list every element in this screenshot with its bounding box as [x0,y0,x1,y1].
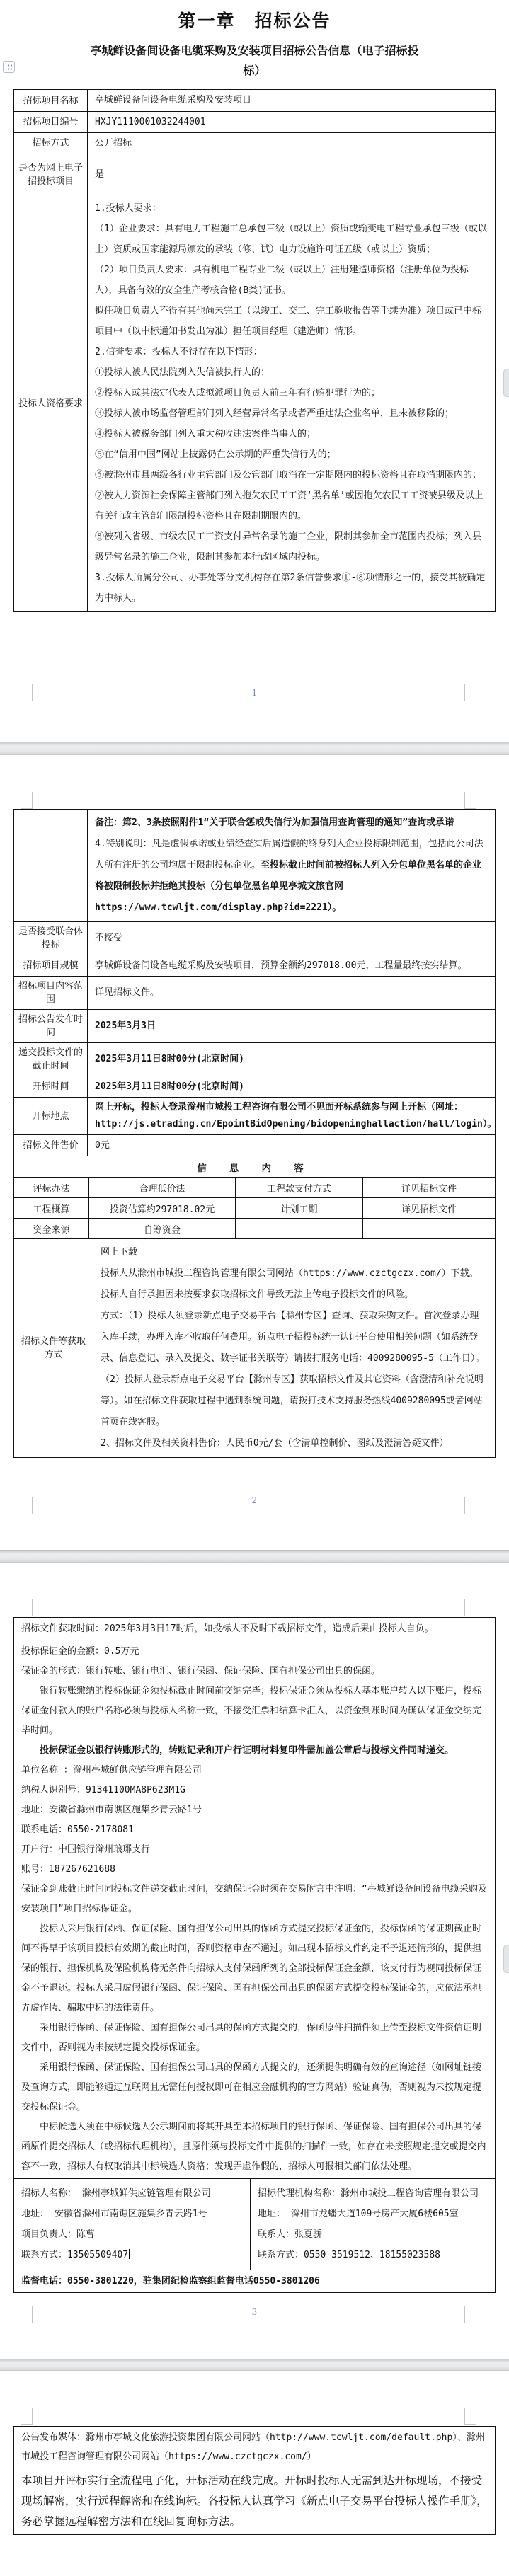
row-label: 招标项目名称 [14,90,88,111]
table-drag-handle-icon[interactable] [3,61,15,73]
text-segment: 保证金到账截止时间同投标文件递交截止时间，交纳保证金时须在交易附言中注明：“亭城鲜设备间设备电缆采购及安装项目”项目招标保证金。 [21,1884,487,1914]
table-row [14,1097,495,1134]
paragraph [95,527,488,568]
text-segment: 至投标截止时间前被招标人列入分包单位黑名单的企业将被限制投标并拒绝其投标（分包单位黑名单见亭城文旅官网https://www.tcwljt.com/display.php?id=2221）。 [95,860,482,913]
row-paragraphs [93,1239,495,1457]
text-segment: 2、招标文件及相关资料售价：人民币0元/套（含清单控制价、图纸及澄清答疑文件） [101,1438,449,1449]
row-label: 招标方式 [14,133,88,154]
paragraph [21,1860,488,1880]
text-segment: ②投标人或其法定代表人或拟派项目负责人前三年有行贿犯罪行为的； [95,388,381,398]
page-4 [0,2371,509,2576]
scrollbar-thumb[interactable] [503,369,509,397]
text-segment: 1.投标人要求： [95,203,161,214]
table-row [14,1134,495,1156]
page-2 [0,755,509,1550]
margin-mark [464,792,476,809]
text-segment: 4.特别说明：凡是虚假承诺或业绩经查实后属造假的终身列入企业投标限制范围，包括此公司法人所有注册的公司均属于限制投标企业。 [95,839,484,870]
paragraph [21,1741,488,1761]
page-gap [0,2359,509,2371]
paragraph [95,834,488,919]
row-value: 2025年3月11日8时00分(北京时间) [95,1054,244,1064]
contact-line: 联系方式：0550-3519512、18155023588 [258,2250,441,2260]
text-segment: 投标人自行承担因未按要求获取招标文件导致无法上传电子投标文件的风险。 [101,1289,414,1300]
text-segment: 银行转账缴纳的投标保证金须投标截止时间前交纳完毕；投标保证金须从投标人基本账户转入以下账户，投标保证金付款人的账户名称必须与投标人名称一致，不接受汇票和结算卡汇入，以资金到账时间为确认保证金交纳完毕时间。 [21,1686,482,1736]
table-row [14,1218,495,1238]
text-segment: 投标保证金的金额：0.5万元 [21,1646,139,1657]
paragraph [21,1761,488,1781]
cell: 工程款支付方式 [236,1178,363,1197]
row-label: 招标公告发布时间 [14,1010,88,1042]
paragraph [101,1263,488,1284]
paragraph [21,1880,488,1919]
row-label: 开标地点 [14,1098,88,1134]
text-segment: ⑥被滁州市县两级各行业主管部门及公管部门取消在一定期限内的投标资格且在取消期限内的； [95,470,482,481]
row-value: 不接受 [95,933,123,943]
text-segment: 方式：（1）投标人须登录新点电子交易平台【滁州专区】查询、获取采购文件。首次登录办理入库手续，办理入库不收取任何费用。新点电子招投标统一认证平台使用相关问题（如系统登录、信息登记、录入及提交、数字证书关联等）请拨打服务电话：4009280095-5（工作日）。 [101,1311,485,1364]
paragraph [95,260,488,301]
contact-line: 地址： 滁州市龙蟠大道109号房产大厦6楼605室 [258,2209,459,2219]
paragraph [101,1433,488,1454]
table-row [14,921,495,955]
row-value: 亭城鲜设备间设备电缆采购及安装项目 [95,95,252,105]
row-label: 是否为网上电子招投标项目 [14,154,88,195]
table-row [14,1177,495,1197]
paragraph [101,1284,488,1306]
tender-info-table-page2 [13,809,496,1458]
row-value: 2025年3月11日8时00分(北京时间) [95,1081,244,1092]
row-value: 公开招标 [95,137,132,149]
table-row [14,111,495,132]
paragraph [101,1242,488,1263]
section-header: 信 息 内 容 [197,1162,312,1174]
paragraph [21,1662,488,1681]
paragraph [21,2117,488,2177]
page-number-2: 2 [251,1495,258,1505]
table-row [14,90,495,111]
row-value: 详见招标文件。 [95,987,160,998]
row-label: 招标项目内容范围 [14,977,88,1009]
text-segment: ⑧被列入省级、市级农民工工资支付异常名录的施工企业，限制其参加全市范围内投标；列入县级异常名录的施工企业，限制其参加本行政区域内投标。 [95,531,482,563]
paragraph [21,1800,488,1820]
row-label: 招标项目规模 [14,955,88,976]
table-row: 公告发布媒体：滁州市亭城文化旅游投资集团有限公司网站（http://www.tcwljt.com/default.php）、滁州市城投工程咨询管理有限公司网站（https://www.czctgczx.com/） [21,2432,485,2462]
paragraph [95,568,488,609]
row-value: 是 [95,168,105,180]
contact-row [14,2178,495,2270]
row-value: 0元 [95,1139,110,1151]
table-row [14,1640,495,2178]
margin-mark [21,792,33,809]
cell: 评标办法 [14,1178,89,1197]
paragraph [21,1820,488,1840]
row-label: 招标文件等获取方式 [14,1239,93,1457]
page-3 [0,1563,509,2359]
paragraph [95,444,488,465]
row-value: 亭城鲜设备间设备电缆采购及安装项目，预算金额约297018.00元，工程量最终按实结算。 [95,960,467,971]
text-segment: 投标保证金以银行转账形式的，转账记录和开户行证明材料复印件需加盖公章后与投标文件同时递交。 [40,1745,454,1756]
table-row [14,1009,495,1042]
margin-mark [464,1599,476,1616]
paragraph [21,1840,488,1860]
bid-bond-table-page3 [13,1617,496,2293]
table-row [14,195,495,611]
text-segment: ⑦被人力资源社会保障主管部门列入拖欠农民工工资‘黑名单’或因拖欠农民工工资被县级及以上有关行政主管部门限制投标资格且在限制期限内的。 [95,490,484,522]
paragraph [21,1919,488,2018]
paragraph [21,1781,488,1800]
text-segment: 2.信誉要求：投标人不得存在以下情形： [95,347,263,357]
page-1 [0,0,509,742]
paragraph [95,342,488,362]
text-segment: 中标候选人须在中标候选人公示期间前将其开具至本招标项目的银行保函、保证保险、国有担保公司出具的保函原件提交招标人（或招标代理机构），且原件须与投标文件中提供的扫描件一致，如存在未按照规定提交或提交内容不一致，招标人有权取消其中标候选人资格；发现弄虚作假的，招标人可报相关部门依法处理。 [21,2122,486,2172]
text-segment: 纳税人识别号：91341100MA8P623M1G [21,1785,185,1795]
text-segment: （2）投标人登录新点电子交易平台【滁州专区】获取招标文件及其它资料（含澄清和补充说明等）。如在招标文件获取过程中遇到系统问题，请拨打技术支持服务热线4009280095或者网站首页在线客服。 [101,1374,484,1427]
text-segment: ③投标人被市场监督管理部门列入经营异常名录或者严重违法企业名单，且未被移除的； [95,408,454,419]
table-row [14,154,495,195]
text-segment: 单位名称 ：滁州亭城鲜供应链管理有限公司 [21,1765,202,1776]
cell: 工程概算 [14,1198,89,1218]
cell: 资金来源 [14,1219,89,1238]
paragraph [95,465,488,485]
tenderer-cell [14,2179,251,2270]
paragraph [101,1306,488,1369]
contact-line: 地址： 安徽省滁州市南谯区施集乡青云路1号 [21,2209,207,2219]
paragraph [95,219,488,260]
text-segment: 采用银行保函、保证保险、国有担保公司出具的保函方式提交的，还须提供明确有效的查询途径（如网址链接及查询方式，即能够通过互联网且无需任何授权即可在相应金融机构的官方网站）验证真伪，否则视为未按规定提交投标保证金。 [21,2062,482,2112]
cell [236,1219,363,1238]
cell: 计划工期 [236,1198,363,1218]
row-paragraphs [88,195,495,611]
row-label: 递交投标文件的截止时间 [14,1043,88,1076]
text-segment: 投标人从滁州市城投工程咨询管理有限公司网站（https://www.czctgczx.com/）下载。 [101,1268,479,1279]
text-segment: 开户行：中国银行滁州琅琊支行 [21,1844,151,1855]
margin-mark [21,1599,33,1616]
table-row [14,1238,495,1457]
cell: 合理低价法 [89,1178,236,1197]
paragraph [95,403,488,424]
text-segment: 3.投标人所属分公司、办事处等分支机构存在第2条信誉要求①-⑧项情形之一的，接受其被确定为中标人。 [95,573,486,604]
text-segment: 备注：第2、3条按照附件1“关于联合惩戒失信行为加强信用查询管理的通知”查询或承诺 [95,817,454,828]
paragraph [21,1681,488,1741]
text-segment: 投标人采用银行保函、保证保险、国有担保公司出具的保函方式提交投标保证金的，投标保函的保证期截止时间不得早于该项目投标有效期的截止时间，否则资格审查不通过。如出现本招标文件约定不予退还情形的，提供担保的银行、担保机构及保险机构将无条件向招标人支付保函所列的全部投标保证金金额，该支付行为视同投标保证金不予退还。投标人采用虚假银行保函、保证保险、国有担保公司出具的保函方式提交投标保证金的，应依法承担弄虚作假、骗取中标的法律责任。 [21,1924,482,2013]
row-label: 招标文件售价 [14,1135,88,1156]
row-label: 开标时间 [14,1076,88,1097]
row-label: 招标项目编号 [14,112,88,132]
cell: 自筹资金 [89,1219,236,1238]
page-gap [0,1550,509,1563]
text-segment: （2）项目负责人要求：具有机电工程专业二级（或以上）注册建造师资格（注册单位为投标人），具备有效的安全生产考核合格(B类)证书。 [95,265,469,296]
text-segment: 地址：安徽省滁州市南谯区施集乡青云路1号 [21,1805,202,1815]
paragraph [101,1369,488,1433]
text-segment: ⑤在“信用中国”网站上披露仍在公示期的严重失信行为的； [95,449,336,460]
paragraph [95,362,488,383]
contact-line: 项目负责人：陈曹 [21,2229,96,2240]
cell: 详见招标文件 [401,1204,457,1215]
table-row: 本项目开评标实行全流程电子化，开标活动在线完成。开标时投标人无需到达开标现场，不接受现场解密，实行远程解密和在线询标。各投标人认真学习《新点电子交易平台投标人操作手册》，务必掌握远程解密方法和在线回复询标方法。 [14,2468,495,2534]
contact-line: 招标人名称： 滁州亭城鲜供应链管理有限公司 [21,2188,211,2199]
row-value: HXJY1110001032244001 [95,116,206,127]
table-row [14,1197,495,1218]
grip-dots-icon [6,63,12,71]
contact-line: 联系人：张夏骄 [258,2229,323,2240]
table-row [14,955,495,976]
paragraph [95,383,488,403]
paragraph [21,2018,488,2058]
page-number-1: 1 [251,688,258,698]
row-value: 2025年3月3日 [95,1020,156,1031]
table-row [14,810,495,921]
table-row [14,132,495,154]
table-row [14,1076,495,1097]
cell [363,1219,495,1238]
margin-mark [21,2408,33,2425]
page-number-3: 3 [251,2307,258,2317]
text-cursor [129,2249,130,2259]
table-row: 监督电话：0550-3801220，驻集团纪检监察组监督电话0550-3801206 [14,2270,495,2292]
row-label: 是否接受联合体投标 [14,922,88,955]
text-segment: 网上下载 [101,1247,138,1258]
text-segment: ④投标人被税务部门列入重大税收违法案件当事人的； [95,429,316,439]
paragraph [95,812,488,834]
row-label [14,810,88,921]
table-row [14,1042,495,1076]
text-segment: 拟任项目负责人不得有其他尚未完工（以竣工、交工、完工验收报告等手续为准）项目或已中标项目中（以中标通知书发出为准）担任项目经理（建造师）情形。 [95,306,482,337]
row-label: 投标人资格要求 [14,195,88,611]
agency-cell [251,2179,495,2270]
paragraph [95,424,488,444]
page-gap [0,742,509,755]
paragraph [95,485,488,527]
contact-line: 招标代理机构名称：滁州市城投工程咨询管理有限公司 [258,2188,479,2199]
publish-media-table-page4 [13,2426,496,2535]
tender-info-table-page1 [13,89,496,612]
cell: 详见招标文件 [401,1183,457,1195]
scrollbar-thumb[interactable] [503,1945,509,1973]
cell: 投资估算约297018.02元 [89,1198,236,1218]
row-value: 网上开标，投标人登录滁州市城投工程咨询有限公司不见面开标系统参与网上开标（网址：http://js.etrading.cn/EpointBidOpening/bidopeninghallaction/hall/login）。 [95,1102,497,1129]
row-paragraphs [88,810,495,921]
text-segment: （1）企业要求：具有电力工程施工总承包三级（或以上）资质或输变电工程专业承包三级（或以上）资质或国家能源局颁发的承装（修、试）电力设施许可证五级（或以上）资质； [95,224,487,255]
text-segment: 保证金的形式：银行转账、银行电汇、银行保函、保证保险、国有担保公司出具的保函。 [21,1666,381,1677]
contact-line: 联系方式：13505509407 [21,2245,243,2265]
section-header-row [14,1156,495,1177]
text-segment: 账号：187267621688 [21,1864,115,1875]
table-row: 招标文件获取时间：2025年3月3日17时后，如投标人不及时下载招标文件，造成后果由投标人自负。 [21,1623,434,1634]
margin-mark [464,2408,476,2425]
paragraph [95,301,488,342]
text-segment: ①投标人被人民法院列入失信被执行人的； [95,367,270,378]
text-segment: 采用银行保函、保证保险、国有担保公司出具的保函方式提交的，保函原件扫描件须上传至投标文件资信证明文件中，否则视为未按规定提交投标保证金。 [21,2023,482,2053]
paragraph [95,198,488,219]
paragraph [21,1642,488,1662]
table-row [14,976,495,1009]
project-subtitle: 亭城鲜设备间设备电缆采购及安装项目招标公告信息（电子招标投标） [90,44,419,77]
chapter-title: 第一章 招标公告 [178,11,331,31]
text-segment: 联系电话：0550-2178081 [21,1824,134,1835]
paragraph [21,2058,488,2117]
